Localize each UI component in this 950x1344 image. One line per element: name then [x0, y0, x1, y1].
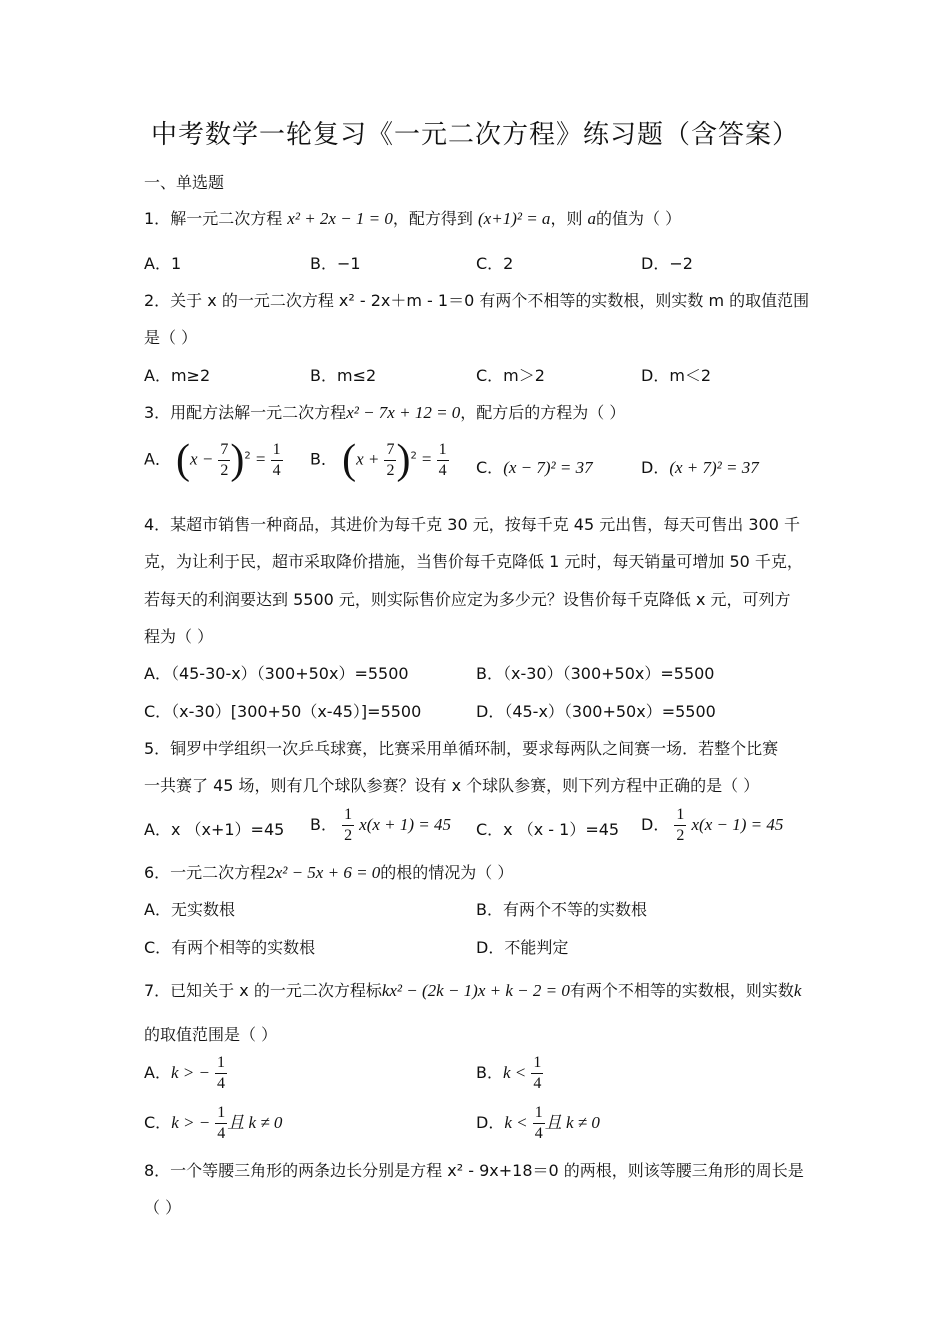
q1-option-b: B．−1 [310, 254, 361, 273]
q3-option-b: B． (x + $\frac{7}{2}$ )$^2$ = $\frac{1}{4}$ [310, 437, 447, 483]
q5-option-c: C．x （x - 1）=45 [476, 820, 620, 839]
q6-option-a: A．无实数根 [144, 900, 235, 919]
question-7-line-2: 的取值范围是（ ） [144, 1025, 278, 1044]
question-4-line-3: 若每天的利润要达到 5500 元，则实际售价应定为多少元？设售价每千克降低 x 元，可列方 [144, 590, 791, 609]
question-8-line-2: （ ） [144, 1198, 182, 1217]
q5-option-b: B． $\frac{1}{2}$ x(x + 1) = 45 [310, 806, 452, 844]
q3-equation: x² − 7x + 12 = 0 [346, 403, 461, 422]
question-4-line-4: 程为（ ） [144, 627, 214, 646]
q6-option-c: C．有两个相等的实数根 [144, 938, 316, 957]
q4-option-a: A．（45-30-x）（300+50x）=5500 [144, 664, 409, 683]
q4-option-c: C．（x-30）[300+50（x-45）]=5500 [144, 702, 422, 721]
q1-option-c: C．2 [476, 254, 514, 273]
section-heading: 一、单选题 [144, 173, 225, 192]
q6-equation: 2x² − 5x + 6 = 0 [266, 863, 381, 882]
question-6: 6．一元二次方程2x² − 5x + 6 = 0的根的情况为（ ） [144, 863, 514, 882]
document-title: 中考数学一轮复习《一元二次方程》练习题（含答案） [150, 120, 799, 150]
q2-option-a: A．m≥2 [144, 366, 211, 385]
q6-option-d: D．不能判定 [476, 938, 569, 957]
q7-option-b: B．k < $\frac{1}{4}$ [476, 1054, 542, 1092]
question-7: 7．已知关于 x 的一元二次方程标kx² − (2k − 1)x + k − 2 = 0有两个不相等的实数根，则实数k [144, 981, 802, 1000]
q7-option-d: D．k < $\frac{1}{4}$ 且 k ≠ 0 [476, 1104, 600, 1142]
question-5-line-2: 一共赛了 45 场，则有几个球队参赛？设有 x 个球队参赛，则下列方程中正确的是（ ） [144, 776, 760, 795]
question-8-line-1: 8．一个等腰三角形的两条边长分别是方程 x² - 9x+18＝0 的两根，则该等腰三角形的周长是 [144, 1161, 804, 1180]
q4-option-d: D．（45-x）（300+50x）=5500 [476, 702, 716, 721]
question-4-line-2: 克，为让利于民，超市采取降价措施，当售价每千克降低 1 元时，每天销量可增加 50 千克， [144, 552, 803, 571]
question-1: 1．解一元二次方程 x² + 2x − 1 = 0，配方得到 (x+1)² = a，则 a的值为（ ） [144, 209, 682, 228]
q1-equation: x² + 2x − 1 = 0 [287, 209, 393, 228]
q1-equation-2: (x+1)² = a [478, 209, 551, 228]
question-5-line-1: 5．铜罗中学组织一次乒乓球赛，比赛采用单循环制，要求每两队之间赛一场．若整个比赛 [144, 739, 779, 758]
q3-option-c: C．(x − 7)² = 37 [476, 458, 593, 477]
q5-option-d: D． $\frac{1}{2}$ x(x − 1) = 45 [641, 806, 784, 844]
q1-option-d: D．−2 [641, 254, 693, 273]
q2-option-c: C．m＞2 [476, 366, 545, 385]
q7-option-c: C．k > − $\frac{1}{4}$ 且 k ≠ 0 [144, 1104, 283, 1142]
q5-option-a: A．x （x+1）=45 [144, 820, 285, 839]
q3-option-a: A． (x − $\frac{7}{2}$ )$^2$ = $\frac{1}{4}$ [144, 437, 281, 483]
q1-option-a: A．1 [144, 254, 182, 273]
q7-equation: kx² − (2k − 1)x + k − 2 = 0 [381, 981, 570, 1000]
q2-option-d: D．m＜2 [641, 366, 712, 385]
question-2-line-2: 是（ ） [144, 328, 198, 347]
q7-option-a: A．k > − $\frac{1}{4}$ [144, 1054, 226, 1092]
q6-option-b: B．有两个不等的实数根 [476, 900, 647, 919]
question-2-line-1: 2．关于 x 的一元二次方程 x² - 2x＋m - 1＝0 有两个不相等的实数根，则实数 m 的取值范围 [144, 291, 810, 310]
question-3: 3．用配方法解一元二次方程x² − 7x + 12 = 0，配方后的方程为（ ） [144, 403, 626, 422]
q2-option-b: B．m≤2 [310, 366, 377, 385]
q4-option-b: B．（x-30）（300+50x）=5500 [476, 664, 715, 683]
q3-option-d: D．(x + 7)² = 37 [641, 458, 759, 477]
question-4-line-1: 4．某超市销售一种商品，其进价为每千克 30 元，按每千克 45 元出售，每天可售出 300 千 [144, 515, 800, 534]
